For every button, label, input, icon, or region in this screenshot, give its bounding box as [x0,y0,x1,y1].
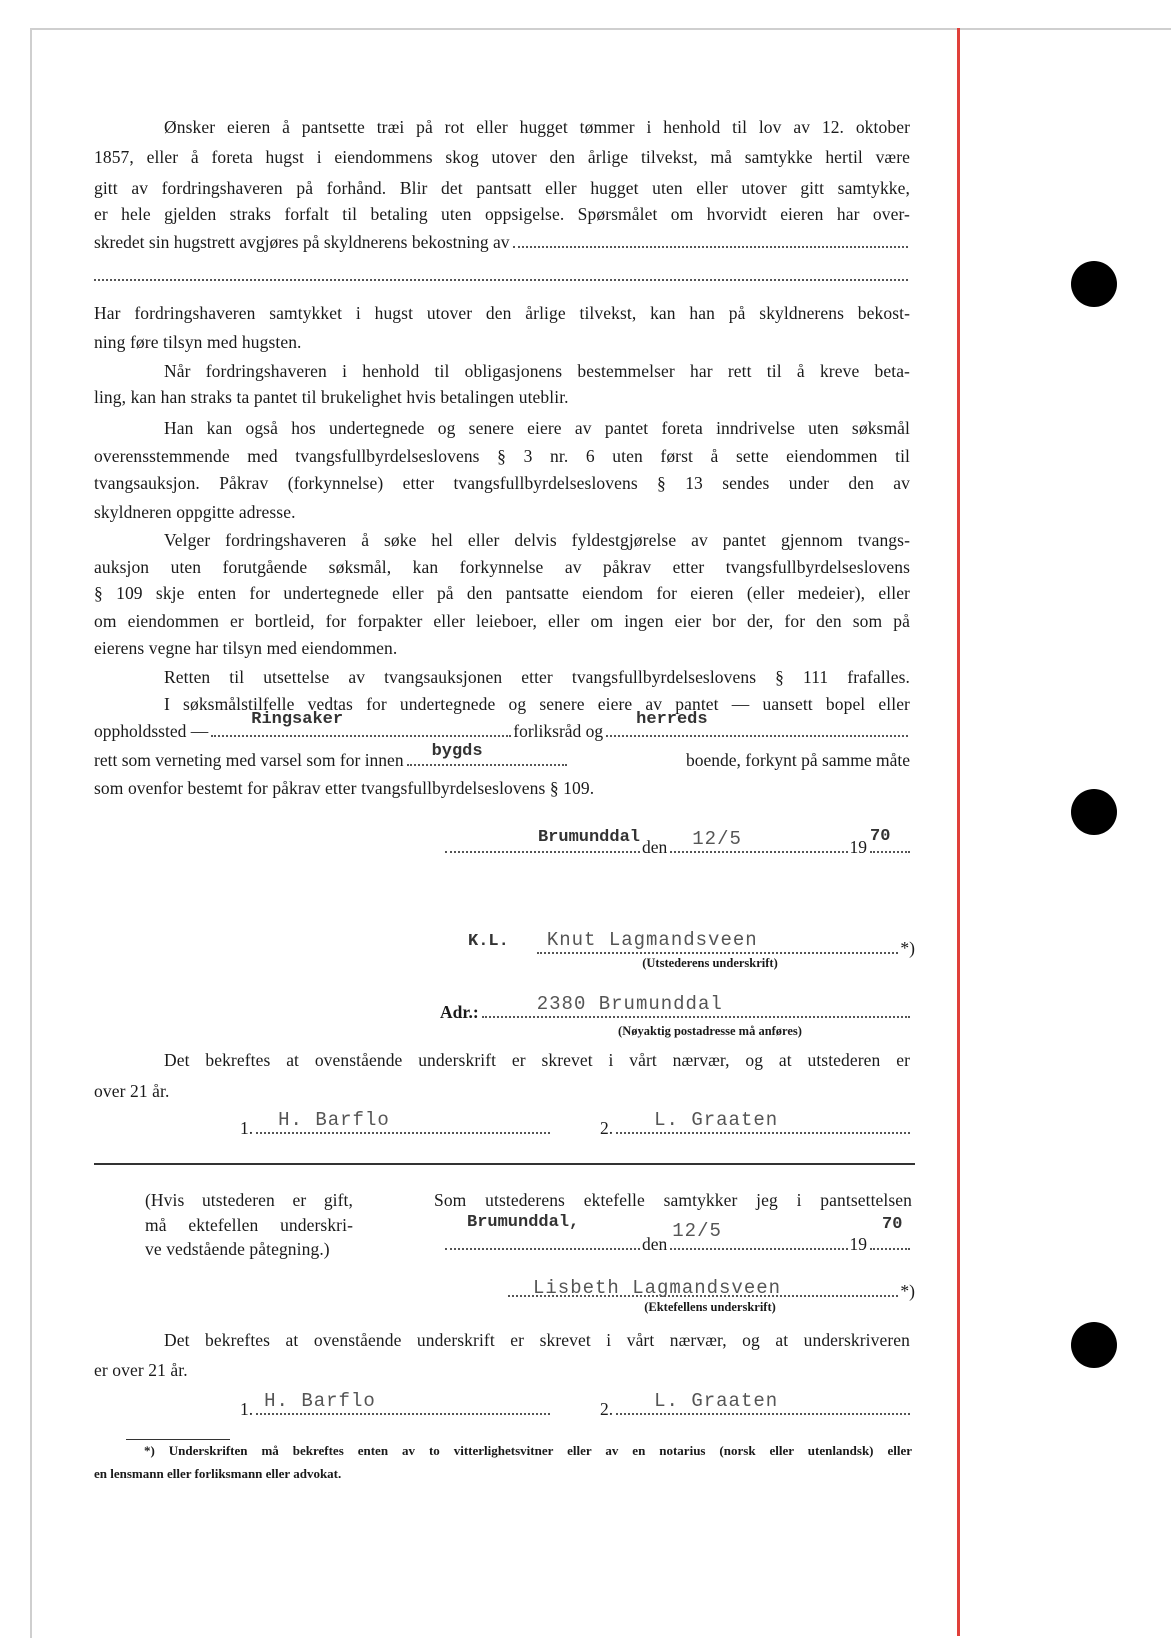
witness-2-name: L. Graaten [654,1390,779,1412]
witness-1-field[interactable] [256,1390,550,1415]
verneting-line [94,742,910,771]
rett-value: bygds [431,742,483,761]
issuer-place: Brumunddal [537,828,640,847]
body-line: 1857, eller å foreta hugst i eiendommens skog utover den årlige tilvekst, må samtykke hertil være [94,147,910,167]
place-field[interactable] [445,1213,640,1250]
footnote-text: en lensmann eller forliksmann eller advokat. [94,1466,342,1481]
body-line: overensstemmende med tvangsfullbyrdelseslovens § 3 nr. 6 uten først å sette eiendommen til [94,446,910,466]
section-divider [94,1163,915,1165]
oppholdssted-value: Ringsaker [251,710,344,729]
address-field[interactable] [482,993,910,1018]
issuer-signature-line [468,931,915,959]
body-line: ling, kan han straks ta pantet til brukelighet hvis betalingen uteblir. [94,387,569,407]
witness-number: 1. [240,1118,254,1138]
body-line: Når fordringshaveren i henhold til obligasjonens bestemmelser har rett til å kreve beta- [164,361,910,381]
witness-number: 2. [600,1118,614,1138]
century-label: 19 [849,1234,867,1254]
punch-hole-icon [1071,1322,1117,1368]
punch-hole-icon [1071,261,1117,307]
blank-line [94,279,910,286]
body-line: § 109 skje enten for undertegnede eller på den pantsatte eiendom for eieren (eller medeier), eller [94,583,910,603]
oppholdssted-label: oppholdssted — [94,721,209,741]
confirm-text: er over 21 år. [94,1360,188,1380]
confirm-text: over 21 år. [94,1081,170,1101]
witness-1-line [240,1109,552,1139]
spouse-year: 70 [882,1215,903,1234]
date-field[interactable] [670,1220,847,1250]
address-label: Adr.: [440,1002,479,1022]
witness-1-field[interactable] [256,1109,550,1134]
oppholdssted-field[interactable] [211,710,511,737]
fill-in-field[interactable] [513,246,908,248]
spouse-signature-line [505,1277,915,1302]
rett-label: rett som verneting med varsel som for innen [94,750,404,770]
body-line: er hele gjelden straks forfalt til betaling uten oppsigelse. Spørsmålet om hvorvidt eieren har over- [94,204,910,224]
spouse-date-line [445,1213,912,1255]
rett-field[interactable] [407,742,567,766]
forliksrad-field[interactable] [606,710,908,737]
place-field[interactable] [445,828,640,853]
footnote-text: *) Underskriften må bekreftes enten av to vitterlighetsvitner eller av en notarius (norsk eller utenlandsk) eller [144,1443,912,1458]
spouse-consent: Som utstederens ektefelle samtykker jeg i pantsettelsen [434,1190,912,1210]
year-field[interactable] [870,1215,910,1250]
fill-in-field[interactable] [94,279,908,281]
spouse-note: må ektefellen underskri- [145,1215,353,1235]
body-line: ning føre tilsyn med hugsten. [94,332,302,352]
boende-label: boende, forkynt på samme måte [685,750,910,770]
skredet-text: skredet sin hugstrett avgjøres på skyldnerens bekostning av [94,232,510,252]
year-field[interactable] [870,827,910,853]
signature-field[interactable] [508,1277,898,1299]
signature-field[interactable] [537,929,899,954]
body-line: Han kan også hos undertegnede og senere eiere av pantet foreta inndrivelse uten søksmål [164,418,910,438]
spouse-note: (Hvis utstederen er gift, [145,1190,353,1210]
den-label: den [642,1234,668,1254]
footnote-marker: *) [900,1281,915,1301]
issuer-initials: K.L. [468,932,509,951]
century-label: 19 [849,837,867,857]
confirm-text: Det bekreftes at ovenstående underskrift er skrevet i vårt nærvær, og at underskriveren [164,1330,910,1350]
body-line: auksjon uten forutgående søksmål, kan forkynnelse av påkrav etter tvangsfullbyrdelseslovens [94,557,910,577]
spouse-place: Brumunddal, [467,1213,580,1232]
witness-2-line [600,1390,912,1420]
body-line: Retten til utsettelse av tvangsauksjonen etter tvangsfullbyrdelseslovens § 111 frafalles. [164,667,910,687]
punch-hole-icon [1071,789,1117,835]
footnote-divider [126,1439,230,1440]
body-line: om eiendommen er bortleid, for forpakter eller leieboer, eller om ingen eier bor der, for den som på [94,611,910,631]
date-field[interactable] [670,828,847,853]
witness-2-line [600,1109,912,1139]
forliksrad-value: herreds [636,710,708,729]
issuer-date-line [445,827,912,858]
body-line: Velger fordringshaveren å søke hel eller delvis fyldestgjørelse av pantet gjennom tvangs- [164,530,910,550]
body-line: I søksmålstilfelle vedtas for undertegnede og senere eiere av pantet — uansett bopel eller [164,694,910,714]
margin-red-line [957,28,960,1636]
body-line: Ønsker eieren å pantsette træi på rot eller hugget tømmer i henhold til lov av 12. oktober [164,117,910,137]
issuer-address: 2380 Brumunddal [536,993,723,1015]
issuer-signature: Knut Lagmandsveen [546,929,758,951]
spouse-date: 12/5 [672,1220,722,1242]
witness-1-name: H. Barflo [278,1109,390,1131]
witness-1-name: H. Barflo [264,1390,376,1412]
witness-number: 2. [600,1399,614,1419]
skredet-line [94,231,910,253]
footnote-marker: *) [900,938,915,958]
oppholdssted-line [94,710,910,742]
witness-1-line [240,1390,552,1420]
body-line: gitt av fordringshaveren på forhånd. Blir det pantsatt eller hugget uten eller utover gitt samtykke, [94,178,910,198]
issuer-date: 12/5 [692,828,742,850]
issuer-year: 70 [870,827,891,846]
witness-number: 1. [240,1399,254,1419]
spouse-signature: Lisbeth Lagmandsveen [533,1277,782,1299]
forliksrad-label: forliksråd og [513,721,604,741]
witness-2-name: L. Graaten [654,1109,779,1131]
signature-caption: (Utstederens underskrift) [642,956,778,970]
den-label: den [642,837,668,857]
address-caption: (Nøyaktig postadresse må anføres) [618,1024,802,1038]
body-line: Har fordringshaveren samtykket i hugst utover den årlige tilvekst, kan han på skyldnerens bekost- [94,303,910,323]
spouse-note: ve vedstående påtegning.) [145,1239,330,1259]
body-line: tvangsauksjon. Påkrav (forkynnelse) etter tvangsfullbyrdelseslovens § 13 sendes under den av [94,473,910,493]
body-line: eierens vegne har tilsyn med eiendommen. [94,638,398,658]
address-line [440,993,912,1023]
body-line: som ovenfor bestemt for påkrav etter tvangsfullbyrdelseslovens § 109. [94,778,595,798]
witness-2-field[interactable] [616,1109,910,1134]
body-line: skyldneren oppgitte adresse. [94,502,296,522]
signature-caption: (Ektefellens underskrift) [644,1300,776,1314]
confirm-text: Det bekreftes at ovenstående underskrift er skrevet i vårt nærvær, og at utstederen er [164,1050,910,1070]
witness-2-field[interactable] [616,1390,910,1415]
